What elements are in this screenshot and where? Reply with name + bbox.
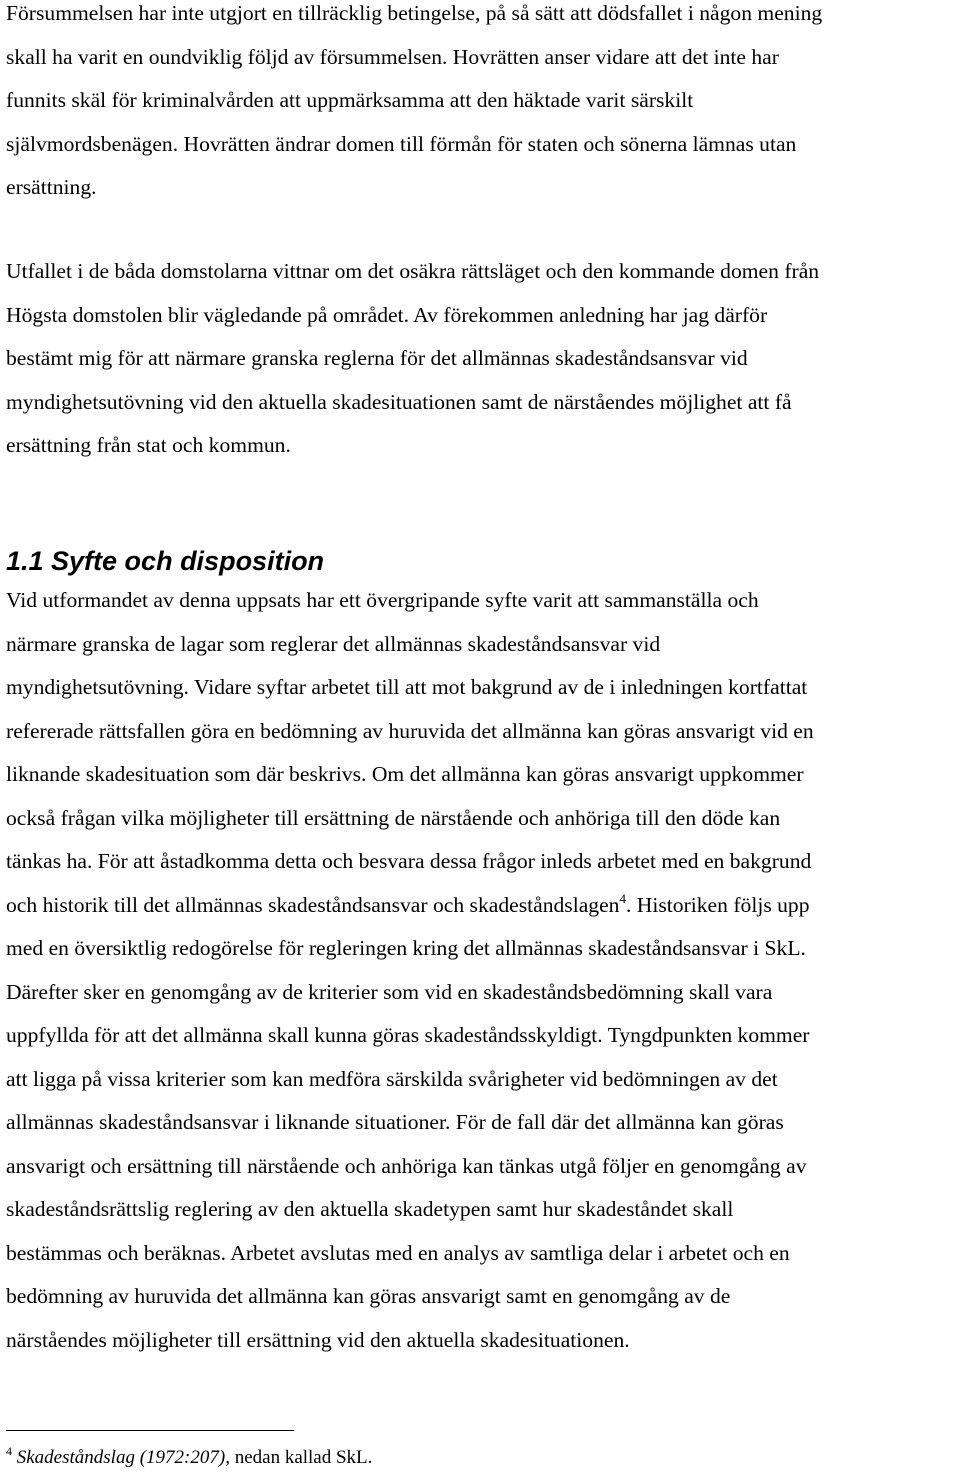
text-line: ansvarigt och ersättning till närstående och anhöriga kan tänkas utgå följer en genomgång av (6, 1153, 807, 1178)
paragraph-1 (6, 0, 822, 210)
text-line: Därefter sker en genomgång av de kriterier som vid en skadeståndsbedömning skall vara (6, 979, 773, 1004)
footnote-text: nedan kallad SkL. (229, 1447, 373, 1468)
footnote-title: Skadeståndslag (1972:207), (16, 1447, 230, 1468)
text-line: självmordsbenägen. Hovrätten ändrar domen till förmån för staten och sönerna lämnas utan (6, 131, 797, 156)
paragraph-3 (6, 579, 814, 1362)
text-line: myndighetsutövning. Vidare syftar arbetet till att mot bakgrund av de i inledningen kortfattat (6, 675, 808, 699)
text-line: Utfallet i de båda domstolarna vittnar om det osäkra rättsläget och den kommande domen från (6, 259, 820, 283)
text-line: tänkas ha. För att åstadkomma detta och besvara dessa frågor inleds arbetet med en bakgrund (6, 849, 812, 873)
text-line: funnits skäl för kriminalvården att uppmärksamma att den häktade varit särskilt (6, 88, 694, 112)
text-line-with-footnote (6, 884, 814, 928)
text-line: närståendes möjligheter till ersättning vid den aktuella skadesituationen. (6, 1327, 630, 1352)
text-line: ersättning. (6, 175, 97, 199)
text-line: allmännas skadeståndsansvar i liknande situationer. För de fall där det allmänna kan göras (6, 1110, 784, 1134)
text-line: bestämmas och beräknas. Arbetet avslutas med en analys av samtliga delar i arbetet och en (6, 1240, 790, 1265)
text-line: myndighetsutövning vid den aktuella skadesituationen samt de närståendes möjlighet att få (6, 389, 792, 414)
text-line: skall ha varit en oundviklig följd av försummelsen. Hovrätten anser vidare att det inte har (6, 44, 779, 69)
footnote-reference[interactable]: 4 (619, 890, 626, 906)
text-line: att ligga på vissa kriterier som kan medföra särskilda svårigheter vid bedömningen av det (6, 1066, 778, 1091)
text-line: ersättning från stat och kommun. (6, 433, 291, 457)
line-text: . Historiken följs upp (625, 892, 810, 917)
text-line: liknande skadesituation som där beskrivs. Om det allmänna kan göras ansvarigt uppkommer (6, 762, 804, 786)
text-line: Vid utformandet av denna uppsats har ett övergripande syfte varit att sammanställa och (6, 588, 759, 612)
footnote (6, 1445, 372, 1471)
footnote-marker: 4 (6, 1444, 12, 1458)
text-line: uppfyllda för att det allmänna skall kunna göras skadeståndsskyldigt. Tyngdpunkten kommer (6, 1023, 810, 1047)
paragraph-2 (6, 250, 819, 468)
section-heading: 1.1 Syfte och disposition (6, 546, 325, 576)
line-text: och historik till det allmännas skadeståndsansvar och skadeståndslagen (6, 892, 620, 917)
text-line: med en översiktlig redogörelse för regleringen kring det allmännas skadeståndsansvar i SkL. (6, 936, 806, 960)
text-line: skadeståndsrättslig reglering av den aktuella skadetypen samt hur skadeståndet skall (6, 1197, 734, 1221)
text-line: bedömning av huruvida det allmänna kan göras ansvarigt samt en genomgång av de (6, 1284, 731, 1308)
text-line: närmare granska de lagar som reglerar det allmännas skadeståndsansvar vid (6, 631, 661, 656)
text-line: bestämt mig för att närmare granska reglerna för det allmännas skadeståndsansvar vid (6, 346, 748, 370)
text-line: Högsta domstolen blir vägledande på området. Av förekommen anledning har jag därför (6, 302, 768, 327)
text-line: också frågan vilka möjligheter till ersättning de närstående och anhöriga till den döde kan (6, 805, 781, 830)
text-line: Försummelsen har inte utgjort en tillräcklig betingelse, på så sätt att dödsfallet i någon mening (6, 1, 823, 25)
text-line: refererade rättsfallen göra en bedömning av huruvida det allmänna kan göras ansvarigt vid en (6, 718, 814, 743)
footnote-divider (6, 1430, 294, 1431)
